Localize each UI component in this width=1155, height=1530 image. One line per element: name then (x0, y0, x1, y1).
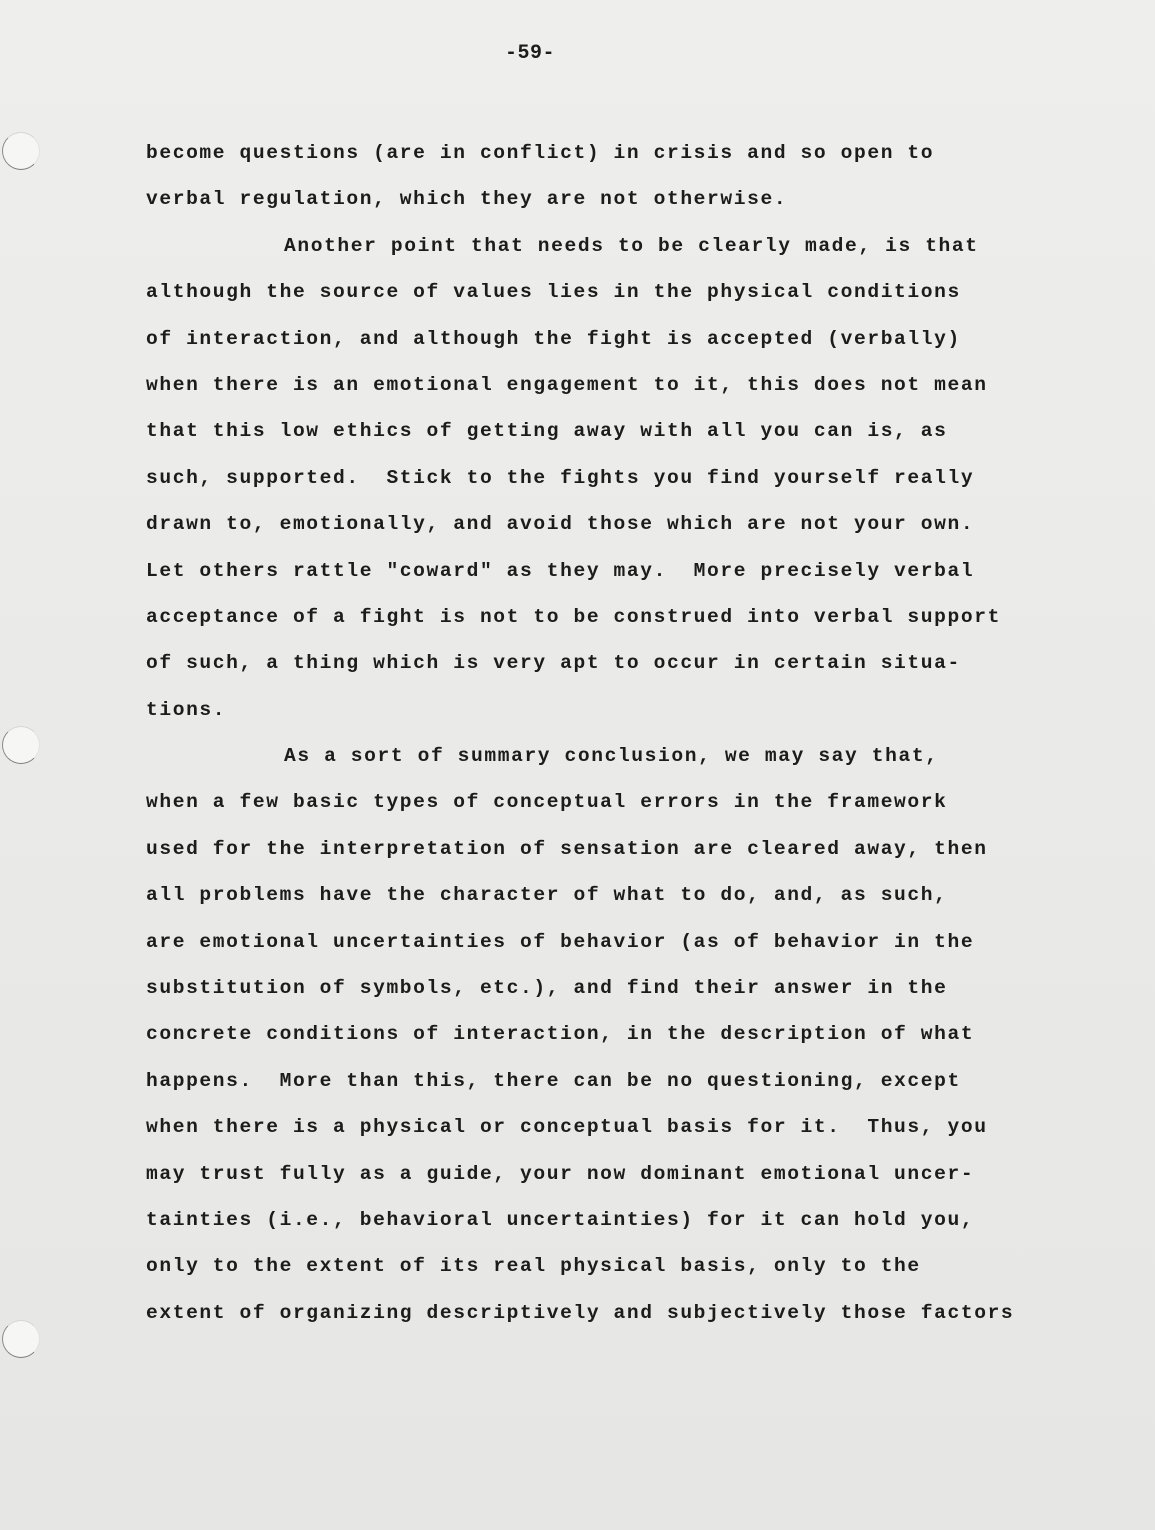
text-line: may trust fully as a guide, your now dominant emotional uncer- (146, 1162, 975, 1185)
text-line: substitution of symbols, etc.), and find their answer in the (146, 977, 948, 1000)
text-line: concrete conditions of interaction, in the description of what (146, 1023, 975, 1046)
text-line: of such, a thing which is very apt to occur in certain situa- (146, 652, 961, 675)
text-line: verbal regulation, which they are not otherwise. (146, 188, 788, 211)
text-line: tainties (i.e., behavioral uncertainties) for it can hold you, (146, 1208, 975, 1231)
text-line: when there is a physical or conceptual basis for it. Thus, you (146, 1116, 988, 1139)
text-line: used for the interpretation of sensation are cleared away, then (146, 837, 988, 860)
text-line: extent of organizing descriptively and subjectively those factors (146, 1301, 1015, 1324)
text-line: when a few basic types of conceptual errors in the framework (146, 791, 948, 814)
punch-hole (2, 1320, 40, 1358)
text-line: acceptance of a fight is not to be construed into verbal support (146, 605, 1001, 628)
paragraph-start-line: As a sort of summary conclusion, we may say that, (284, 745, 939, 768)
text-line: only to the extent of its real physical basis, only to the (146, 1255, 921, 1278)
text-line: all problems have the character of what to do, and, as such, (146, 884, 948, 907)
body-text (146, 138, 1066, 1344)
text-line: that this low ethics of getting away with all you can is, as (146, 420, 948, 443)
paragraph-start-line: Another point that needs to be clearly made, is that (284, 234, 979, 257)
text-line: Let others rattle "coward" as they may. More precisely verbal (146, 559, 975, 582)
text-line: of interaction, and although the fight is accepted (verbally) (146, 327, 961, 350)
text-line: although the source of values lies in the physical conditions (146, 281, 961, 304)
text-line: tions. (146, 698, 227, 721)
text-line: drawn to, emotionally, and avoid those which are not your own. (146, 513, 975, 536)
text-line: happens. More than this, there can be no questioning, except (146, 1069, 961, 1092)
text-line: when there is an emotional engagement to it, this does not mean (146, 373, 988, 396)
page-number: -59- (504, 42, 555, 65)
text-line: become questions (are in conflict) in crisis and so open to (146, 142, 935, 164)
text-line: are emotional uncertainties of behavior (as of behavior in the (146, 930, 975, 953)
punch-hole (2, 132, 40, 170)
text-line: such, supported. Stick to the fights you find yourself really (146, 466, 975, 489)
punch-hole (2, 726, 40, 764)
